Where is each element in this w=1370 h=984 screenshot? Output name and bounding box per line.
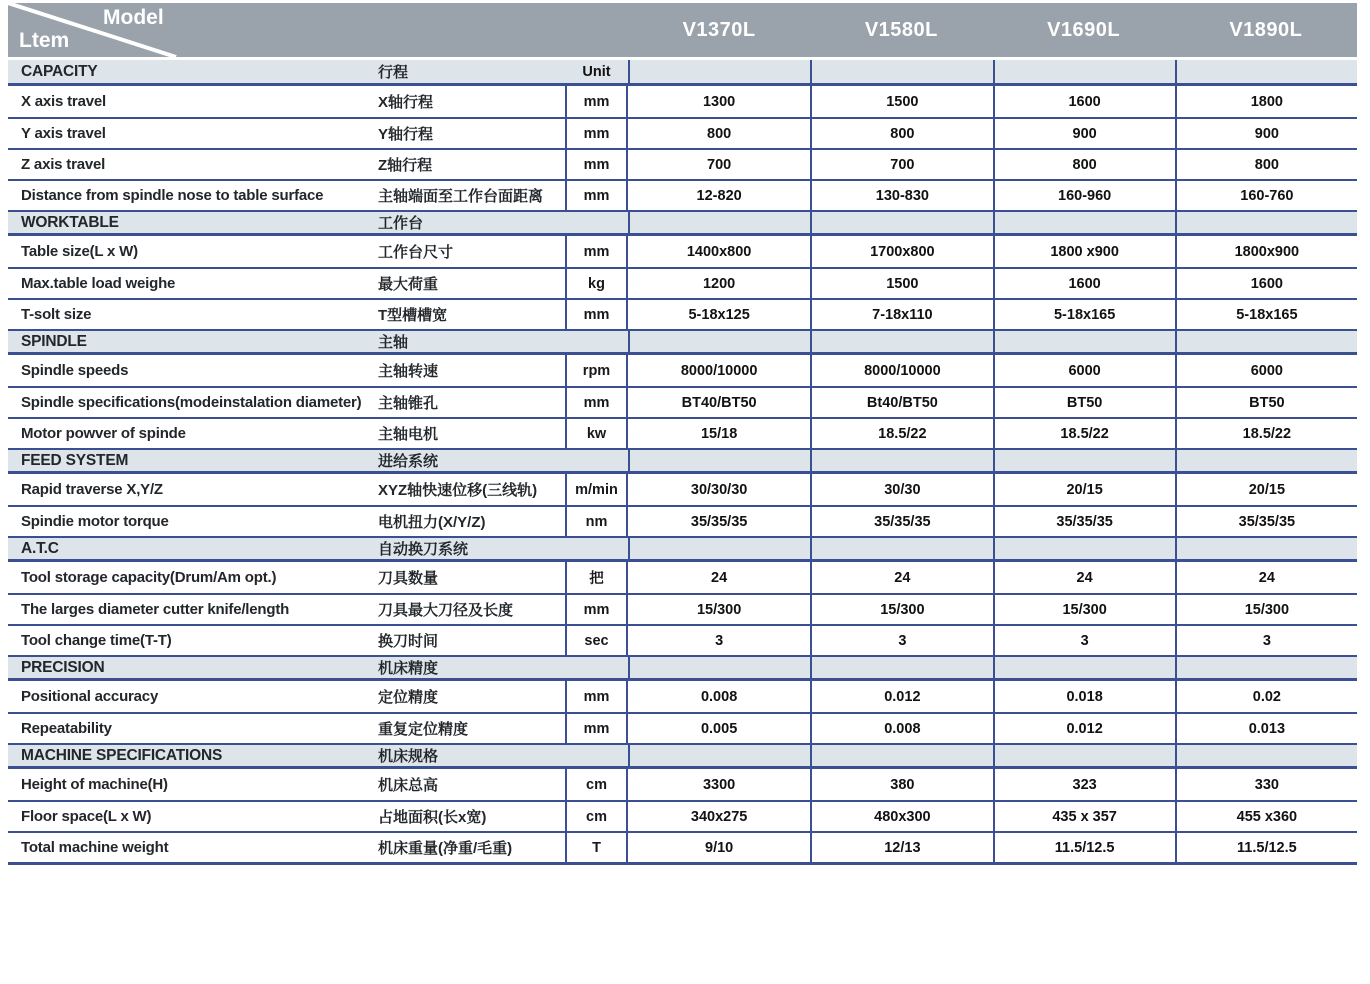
section-empty-cell	[628, 212, 810, 233]
spec-name-cn: 换刀时间	[378, 633, 439, 650]
spec-value: 1800	[1175, 86, 1357, 117]
spec-name-cn: 机床重量(净重/毛重)	[378, 840, 513, 857]
spec-unit: mm	[565, 388, 628, 417]
spec-row	[8, 681, 1357, 712]
spec-value: 800	[1175, 150, 1357, 179]
section-empty-cell	[1175, 60, 1357, 83]
spec-value: BT40/BT50	[681, 394, 757, 411]
section-title-cn: 自动换刀系统	[378, 541, 469, 558]
section-empty-cell	[993, 657, 1175, 678]
section-title-en: A.T.C	[21, 539, 59, 557]
spec-name-en: Rapid traverse X,Y/Z	[21, 481, 163, 498]
spec-name-en: Repeatability	[21, 720, 112, 737]
spec-name-en: Distance from spindle nose to table surface	[21, 187, 324, 204]
spec-value: 24	[810, 562, 992, 593]
spec-row	[8, 179, 1357, 210]
section-empty-cell	[993, 60, 1175, 83]
section-unit-label	[565, 538, 628, 559]
section-empty-cell	[993, 450, 1175, 471]
spec-value: 800	[993, 150, 1175, 179]
section-unit-label	[565, 331, 628, 352]
spec-name-en: Height of machine(H)	[21, 776, 168, 793]
section-title-en: WORKTABLE	[21, 213, 119, 231]
spec-row	[8, 593, 1357, 624]
spec-value: 5-18x165	[1175, 300, 1357, 329]
section-empty-cell	[628, 538, 810, 559]
section-empty-cell	[628, 331, 810, 352]
spec-name-cn: XYZ轴快速位移(三线轨)	[378, 482, 538, 499]
spec-value: 35/35/35	[690, 513, 748, 530]
spec-name-cn: 工作台尺寸	[378, 244, 454, 261]
spec-row	[8, 624, 1357, 655]
spec-value: 455 x360	[1175, 802, 1357, 831]
spec-row	[8, 267, 1357, 298]
spec-value: 1800 x900	[993, 236, 1175, 267]
table-header-row	[8, 3, 1357, 57]
spec-unit: mm	[565, 300, 628, 329]
spec-value: 7-18x110	[810, 300, 992, 329]
spec-name-cn: Z轴行程	[378, 157, 433, 174]
spec-value: 800	[810, 119, 992, 148]
spec-unit: mm	[565, 86, 628, 117]
section-title-en: SPINDLE	[21, 332, 87, 350]
spec-value: 35/35/35	[1175, 507, 1357, 536]
spec-name-cn: T型槽槽宽	[378, 307, 448, 324]
spec-name-cn: 机床总高	[378, 777, 439, 794]
spec-row	[8, 417, 1357, 448]
spec-name-cn: Y轴行程	[378, 126, 434, 143]
spec-name-en: Spindle speeds	[21, 362, 129, 379]
section-header-row	[8, 536, 1357, 562]
model-column-header: V1890L	[1229, 18, 1303, 41]
section-empty-cell	[1175, 538, 1357, 559]
spec-value: 380	[810, 769, 992, 800]
spec-value: 130-830	[810, 181, 992, 210]
spec-unit: T	[565, 833, 628, 862]
spec-value: 1500	[810, 269, 992, 298]
spec-value: 20/15	[1175, 474, 1357, 505]
spec-value: 15/300	[993, 595, 1175, 624]
section-empty-cell	[810, 60, 992, 83]
spec-name-cn: 定位精度	[378, 689, 439, 706]
spec-name-cn: 主轴锥孔	[378, 395, 439, 412]
section-empty-cell	[628, 450, 810, 471]
spec-unit: cm	[565, 769, 628, 800]
spec-value: 18.5/22	[993, 419, 1175, 448]
spec-value: 5-18x165	[993, 300, 1175, 329]
spec-value: 1600	[1175, 269, 1357, 298]
spec-value: 0.013	[1175, 714, 1357, 743]
spec-name-en: Tool change time(T-T)	[21, 632, 172, 649]
section-empty-cell	[1175, 657, 1357, 678]
spec-value: 18.5/22	[1175, 419, 1357, 448]
spec-unit: mm	[565, 236, 628, 267]
spec-unit: mm	[565, 681, 628, 712]
section-unit-label: Unit	[582, 63, 611, 80]
spec-value: 0.012	[810, 681, 992, 712]
spec-name-en: Z axis travel	[21, 156, 106, 173]
section-title-cn: 机床精度	[378, 660, 439, 677]
spec-row	[8, 800, 1357, 831]
section-unit-label	[565, 657, 628, 678]
spec-unit: mm	[565, 150, 628, 179]
spec-name-cn: 主轴转速	[378, 363, 439, 380]
section-empty-cell	[628, 657, 810, 678]
spec-unit: mm	[565, 714, 628, 743]
spec-value: 1600	[993, 269, 1175, 298]
section-header-row	[8, 448, 1357, 474]
spec-row	[8, 474, 1357, 505]
section-header-row	[8, 655, 1357, 681]
spec-row	[8, 562, 1357, 593]
spec-value: 0.008	[810, 714, 992, 743]
model-column-header: V1370L	[682, 18, 756, 41]
spec-value: 3	[993, 626, 1175, 655]
spec-value: 1400x800	[686, 243, 752, 260]
spec-value: 340x275	[690, 808, 748, 825]
spec-value: 3300	[702, 776, 736, 793]
section-empty-cell	[1175, 745, 1357, 766]
section-header-row	[8, 743, 1357, 769]
spec-value: 11.5/12.5	[1175, 833, 1357, 862]
table-body	[8, 60, 1357, 865]
spec-row	[8, 117, 1357, 148]
spec-row	[8, 298, 1357, 329]
spec-name-cn: 占地面积(长x宽)	[378, 809, 487, 826]
spec-name-en: Total machine weight	[21, 839, 169, 856]
spec-name-en: X axis travel	[21, 93, 106, 110]
section-empty-cell	[628, 745, 810, 766]
spec-value: 15/300	[810, 595, 992, 624]
spec-value: 12/13	[810, 833, 992, 862]
spec-name-en: Motor powver of spinde	[21, 425, 186, 442]
spec-name-en: The larges diameter cutter knife/length	[21, 601, 290, 618]
spec-value: 30/30	[810, 474, 992, 505]
section-title-en: CAPACITY	[21, 62, 98, 80]
section-empty-cell	[1175, 450, 1357, 471]
spec-value: 800	[707, 125, 732, 142]
section-unit-label	[565, 212, 628, 233]
model-axis-label: Model	[103, 6, 164, 29]
spec-row	[8, 86, 1357, 117]
spec-value: 435 x 357	[993, 802, 1175, 831]
section-title-cn: 行程	[378, 64, 409, 81]
model-column-header: V1690L	[1047, 18, 1121, 41]
spec-value: 20/15	[993, 474, 1175, 505]
spec-unit: kw	[565, 419, 628, 448]
spec-value: 1300	[702, 93, 736, 110]
spec-row	[8, 505, 1357, 536]
spec-value: 330	[1175, 769, 1357, 800]
spec-value: 0.005	[700, 720, 738, 737]
spec-unit: nm	[565, 507, 628, 536]
spec-name-cn: 主轴端面至工作台面距离	[378, 188, 544, 205]
spec-row	[8, 386, 1357, 417]
machine-spec-table	[8, 3, 1357, 865]
spec-name-en: T-solt size	[21, 306, 92, 323]
section-empty-cell	[628, 60, 810, 83]
spec-name-cn: 电机扭力(X/Y/Z)	[378, 514, 486, 531]
spec-value: 323	[993, 769, 1175, 800]
section-empty-cell	[810, 212, 992, 233]
spec-unit: 把	[565, 562, 628, 593]
spec-name-en: Positional accuracy	[21, 688, 159, 705]
spec-name-cn: 主轴电机	[378, 426, 439, 443]
spec-row	[8, 355, 1357, 386]
spec-value: BT50	[1175, 388, 1357, 417]
spec-unit: cm	[565, 802, 628, 831]
spec-name-cn: 刀具最大刀径及长度	[378, 602, 514, 619]
section-empty-cell	[1175, 212, 1357, 233]
spec-value: BT50	[993, 388, 1175, 417]
section-empty-cell	[1175, 331, 1357, 352]
item-axis-label: Ltem	[19, 29, 70, 52]
spec-value: 0.018	[993, 681, 1175, 712]
section-unit-label	[565, 745, 628, 766]
section-empty-cell	[810, 331, 992, 352]
spec-unit: rpm	[565, 355, 628, 386]
spec-value: 9/10	[705, 839, 734, 856]
section-header-row	[8, 60, 1357, 86]
section-title-en: MACHINE SPECIFICATIONS	[21, 746, 223, 764]
section-empty-cell	[993, 212, 1175, 233]
spec-value: 8000/10000	[680, 362, 758, 379]
spec-value: 3	[810, 626, 992, 655]
spec-value: 24	[711, 569, 728, 586]
spec-row	[8, 236, 1357, 267]
spec-value: 5-18x125	[688, 306, 750, 323]
spec-unit: mm	[565, 181, 628, 210]
spec-value: 160-760	[1175, 181, 1357, 210]
spec-value: 6000	[1175, 355, 1357, 386]
spec-name-en: Floor space(L x W)	[21, 808, 152, 825]
spec-value: 8000/10000	[810, 355, 992, 386]
spec-row	[8, 712, 1357, 743]
section-title-cn: 主轴	[378, 334, 409, 351]
spec-value: 480x300	[810, 802, 992, 831]
section-empty-cell	[810, 450, 992, 471]
spec-value: 18.5/22	[810, 419, 992, 448]
spec-value: 35/35/35	[810, 507, 992, 536]
spec-value: Bt40/BT50	[810, 388, 992, 417]
spec-value: 15/300	[696, 601, 742, 618]
spec-value: 15/18	[700, 425, 738, 442]
section-header-row	[8, 210, 1357, 236]
spec-name-en: Max.table load weighe	[21, 275, 176, 292]
section-title-cn: 进给系统	[378, 453, 439, 470]
spec-name-cn: X轴行程	[378, 94, 434, 111]
spec-unit: sec	[565, 626, 628, 655]
section-empty-cell	[993, 331, 1175, 352]
spec-value: 900	[1175, 119, 1357, 148]
spec-value: 900	[993, 119, 1175, 148]
spec-value: 30/30/30	[690, 481, 748, 498]
spec-value: 1500	[810, 86, 992, 117]
section-empty-cell	[993, 745, 1175, 766]
spec-row	[8, 148, 1357, 179]
spec-value: 3	[1175, 626, 1357, 655]
header-corner-cell	[8, 3, 628, 57]
spec-value: 24	[1175, 562, 1357, 593]
spec-value: 0.02	[1175, 681, 1357, 712]
section-header-row	[8, 329, 1357, 355]
spec-value: 1700x800	[810, 236, 992, 267]
spec-value: 0.008	[700, 688, 738, 705]
spec-row	[8, 769, 1357, 800]
spec-value: 700	[810, 150, 992, 179]
section-empty-cell	[810, 745, 992, 766]
spec-unit: m/min	[565, 474, 628, 505]
section-empty-cell	[993, 538, 1175, 559]
spec-name-cn: 刀具数量	[378, 570, 439, 587]
section-title-en: PRECISION	[21, 658, 105, 676]
spec-name-en: Table size(L x W)	[21, 243, 138, 260]
spec-value: 1600	[993, 86, 1175, 117]
spec-value: 160-960	[993, 181, 1175, 210]
spec-value: 35/35/35	[993, 507, 1175, 536]
spec-unit: kg	[565, 269, 628, 298]
section-empty-cell	[810, 657, 992, 678]
spec-name-en: Y axis travel	[21, 125, 106, 142]
spec-name-en: Spindie motor torque	[21, 513, 169, 530]
spec-value: 700	[707, 156, 732, 173]
spec-value: 1800x900	[1175, 236, 1357, 267]
section-title-cn: 工作台	[378, 215, 424, 232]
spec-value: 24	[993, 562, 1175, 593]
section-empty-cell	[810, 538, 992, 559]
spec-row	[8, 831, 1357, 862]
spec-unit: mm	[565, 595, 628, 624]
spec-value: 11.5/12.5	[993, 833, 1175, 862]
spec-value: 0.012	[993, 714, 1175, 743]
spec-value: 6000	[993, 355, 1175, 386]
section-title-en: FEED SYSTEM	[21, 451, 129, 469]
section-unit-label	[565, 450, 628, 471]
spec-value: 15/300	[1175, 595, 1357, 624]
spec-name-cn: 重复定位精度	[378, 721, 469, 738]
spec-value: 12-820	[696, 187, 742, 204]
model-column-header: V1580L	[864, 18, 938, 41]
spec-unit: mm	[565, 119, 628, 148]
spec-name-cn: 最大荷重	[378, 276, 439, 293]
spec-name-en: Tool storage capacity(Drum/Am opt.)	[21, 569, 277, 586]
spec-name-en: Spindle specifications(modeinstalation diameter)	[21, 394, 362, 411]
section-title-cn: 机床规格	[378, 748, 439, 765]
spec-value: 3	[715, 632, 724, 649]
spec-value: 1200	[702, 275, 736, 292]
